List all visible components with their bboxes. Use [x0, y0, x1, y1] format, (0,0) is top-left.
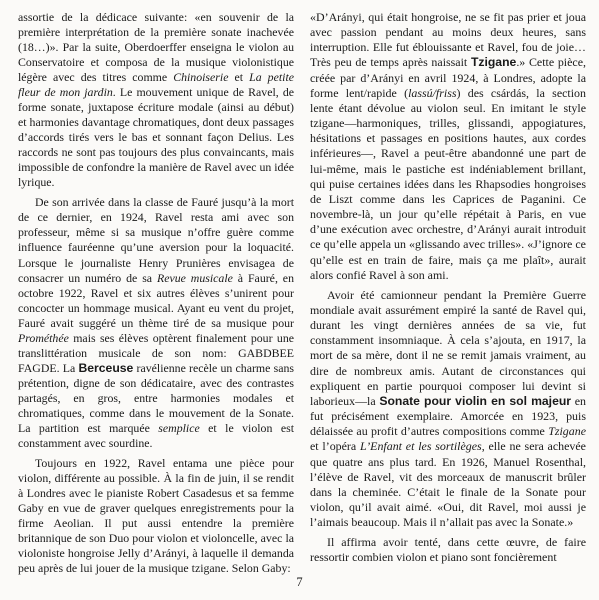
italic-text: Revue musicale — [156, 270, 233, 285]
page-number: 7 — [296, 575, 303, 589]
italic-text: Prométhée — [18, 330, 69, 345]
text-run: «D’Arányi, qui était hongroise, ne se fit pas prier et joua avec passion pendant au moins deux heures, sans interruption. Elle fut éblouissante et Ravel, fou de joie… Très peu de temps après naissait — [310, 10, 586, 70]
text-run: assortie de la dédicace suivante: «en souvenir de la première interprétation de la première sonate inachevée (18…)». Par la suite, Oberdoerffer enseigna le violon au Conservatoire et composa de la musique violonistique légère avec des titres comme — [18, 10, 294, 85]
paragraph — [18, 456, 294, 575]
italic-text: La petite fleur de mon jardin — [18, 70, 294, 100]
paragraph — [18, 195, 294, 451]
paragraph — [310, 10, 586, 283]
text-run: De son arrivée dans la classe de Fauré jusqu’à la mort de ce dernier, en 1924, Ravel resta ami avec son professeur, même si sa musique n’offre guère comme influence fauréenne qu’une aversion pour la loquacité. Lorsque le journaliste Henry Prunières envisagea de consacrer un numéro de sa — [18, 195, 294, 285]
text-run: à Fauré, en octobre 1922, Ravel et six autres élèves s’unirent pour concocter un hommage musical. Ayant eu vent du projet, Fauré avait suggéré un thème tiré de sa musique pour — [18, 270, 294, 330]
text-run: mais ses élèves optèrent finalement pour une translittération musicale de son nom: GABDBEE FAGDE. La — [18, 330, 294, 375]
paragraph — [310, 288, 586, 531]
text-run: Toujours en 1922, Ravel entama une pièce pour violon, différente au possible. À la fin de juin, il se rendit à Londres avec le pianiste Robert Casadesus et sa femme Gaby en vue de graver quelques enregistrements pour la firme Aeolian. Il put aussi entendre la première britannique de son Duo pour violon et violoncelle, avec la violoniste hongroise Jelly d’Arányi, à laquelle il demanda peu après de lui jouer de la musique tzigane. Selon Gaby: — [18, 455, 294, 575]
text-run: et — [228, 70, 250, 85]
italic-text: Tzigane — [548, 424, 586, 439]
text-run: , elle ne sera achevée que quatre ans plus tard. En 1926, Manuel Rosenthal, l’élève de Ravel, vit des morceaux de manuscrit brûler dans la cheminée. C’était le finale de la Sonate pour violon, qu’il avait aimé. «Oui, dit Ravel, moi aussi je l’aimais beaucoup. Mais il n’allait pas avec la Sonate.» — [310, 439, 586, 530]
left-column — [18, 10, 294, 575]
text-run: .» Cette pièce, créée par d’Arányi en avril 1924, à Londres, adopte la forme lent/rapide ( — [310, 55, 586, 100]
text-run: en fut précisément exemplaire. Amorcée en 1923, puis délaissée au profit d’autres compositions comme — [310, 393, 586, 439]
text-run: et le violon est constamment avec sourdine. — [18, 420, 294, 450]
bold-text: Tzigane — [470, 55, 517, 70]
italic-text: lassú/friss — [408, 85, 457, 100]
text-run: et l’opéra — [310, 439, 360, 454]
text-run: ravélienne recèle un charme sans prétention, digne de son dédicataire, avec des contrastes partagés, en gros, entre harmonies modales et chromatiques, comme dans le mouvement de la Sonate. La partition est marquée — [18, 360, 294, 435]
italic-text: Chinoiserie — [173, 70, 229, 85]
text-run: . Le mouvement unique de Ravel, de forme sonate, juxtapose écriture modale (ainsi au début) et harmonies davantage chromatiques, dont deux passages d’accords tirés vers le bas et sonnant façon Delius. Les raccords ne sont pas toujours des plus convaincants, mais impossible de confondre la manière de Ravel avec un idée lyrique. — [18, 85, 294, 190]
text-run: Avoir été camionneur pendant la Première Guerre mondiale avait assurément empiré la santé de Ravel qui, durant les vingt dernières années de sa vie, fut constamment insomniaque. À cela s’ajouta, en 1917, la mort de sa mère, dont il ne se remit jamais vraiment, au dire de nombreux amis. Autant de circonstances qui expliquent en partie pourquoi composer lui devint si laborieux—la — [310, 287, 586, 408]
text-run: ) des csárdás, la section lente étant dévolue au violon seul. En imitant le style tzigane—harmoniques, trilles, glissandi, appogiatures, hésitations et passages en positions hautes, aux cordes inférieures—, Ravel a peut-être abandonné une part de lui-même, mais le pastiche est indéniablement brillant, qui puise certaines idées dans les Rhapsodies hongroises de Liszt comme dans les Caprices de Paganini. Ce novembre-là, un jour qu’elle répétait à Paris, en vue d’une exécution avec orchestre, d’Arányi aurait introduit ce qu’elle appela un «glissando avec trilles». «J’ignore ce qu’elle est en train de faire, mais ça me plaît», aurait alors confié Ravel à son ami. — [310, 85, 586, 282]
document-page — [18, 10, 586, 575]
text-run: Il affirma avoir tenté, dans cette œuvre, de faire ressortir combien violon et piano sont foncièrement — [310, 535, 586, 565]
bold-text: Sonate pour violin en sol majeur — [379, 393, 572, 408]
paragraph — [310, 535, 586, 565]
italic-text: L’Enfant et les sortilèges — [360, 439, 482, 454]
right-column — [310, 10, 586, 575]
paragraph — [18, 10, 294, 190]
italic-text: semplice — [158, 420, 200, 435]
bold-text: Berceuse — [78, 360, 134, 375]
